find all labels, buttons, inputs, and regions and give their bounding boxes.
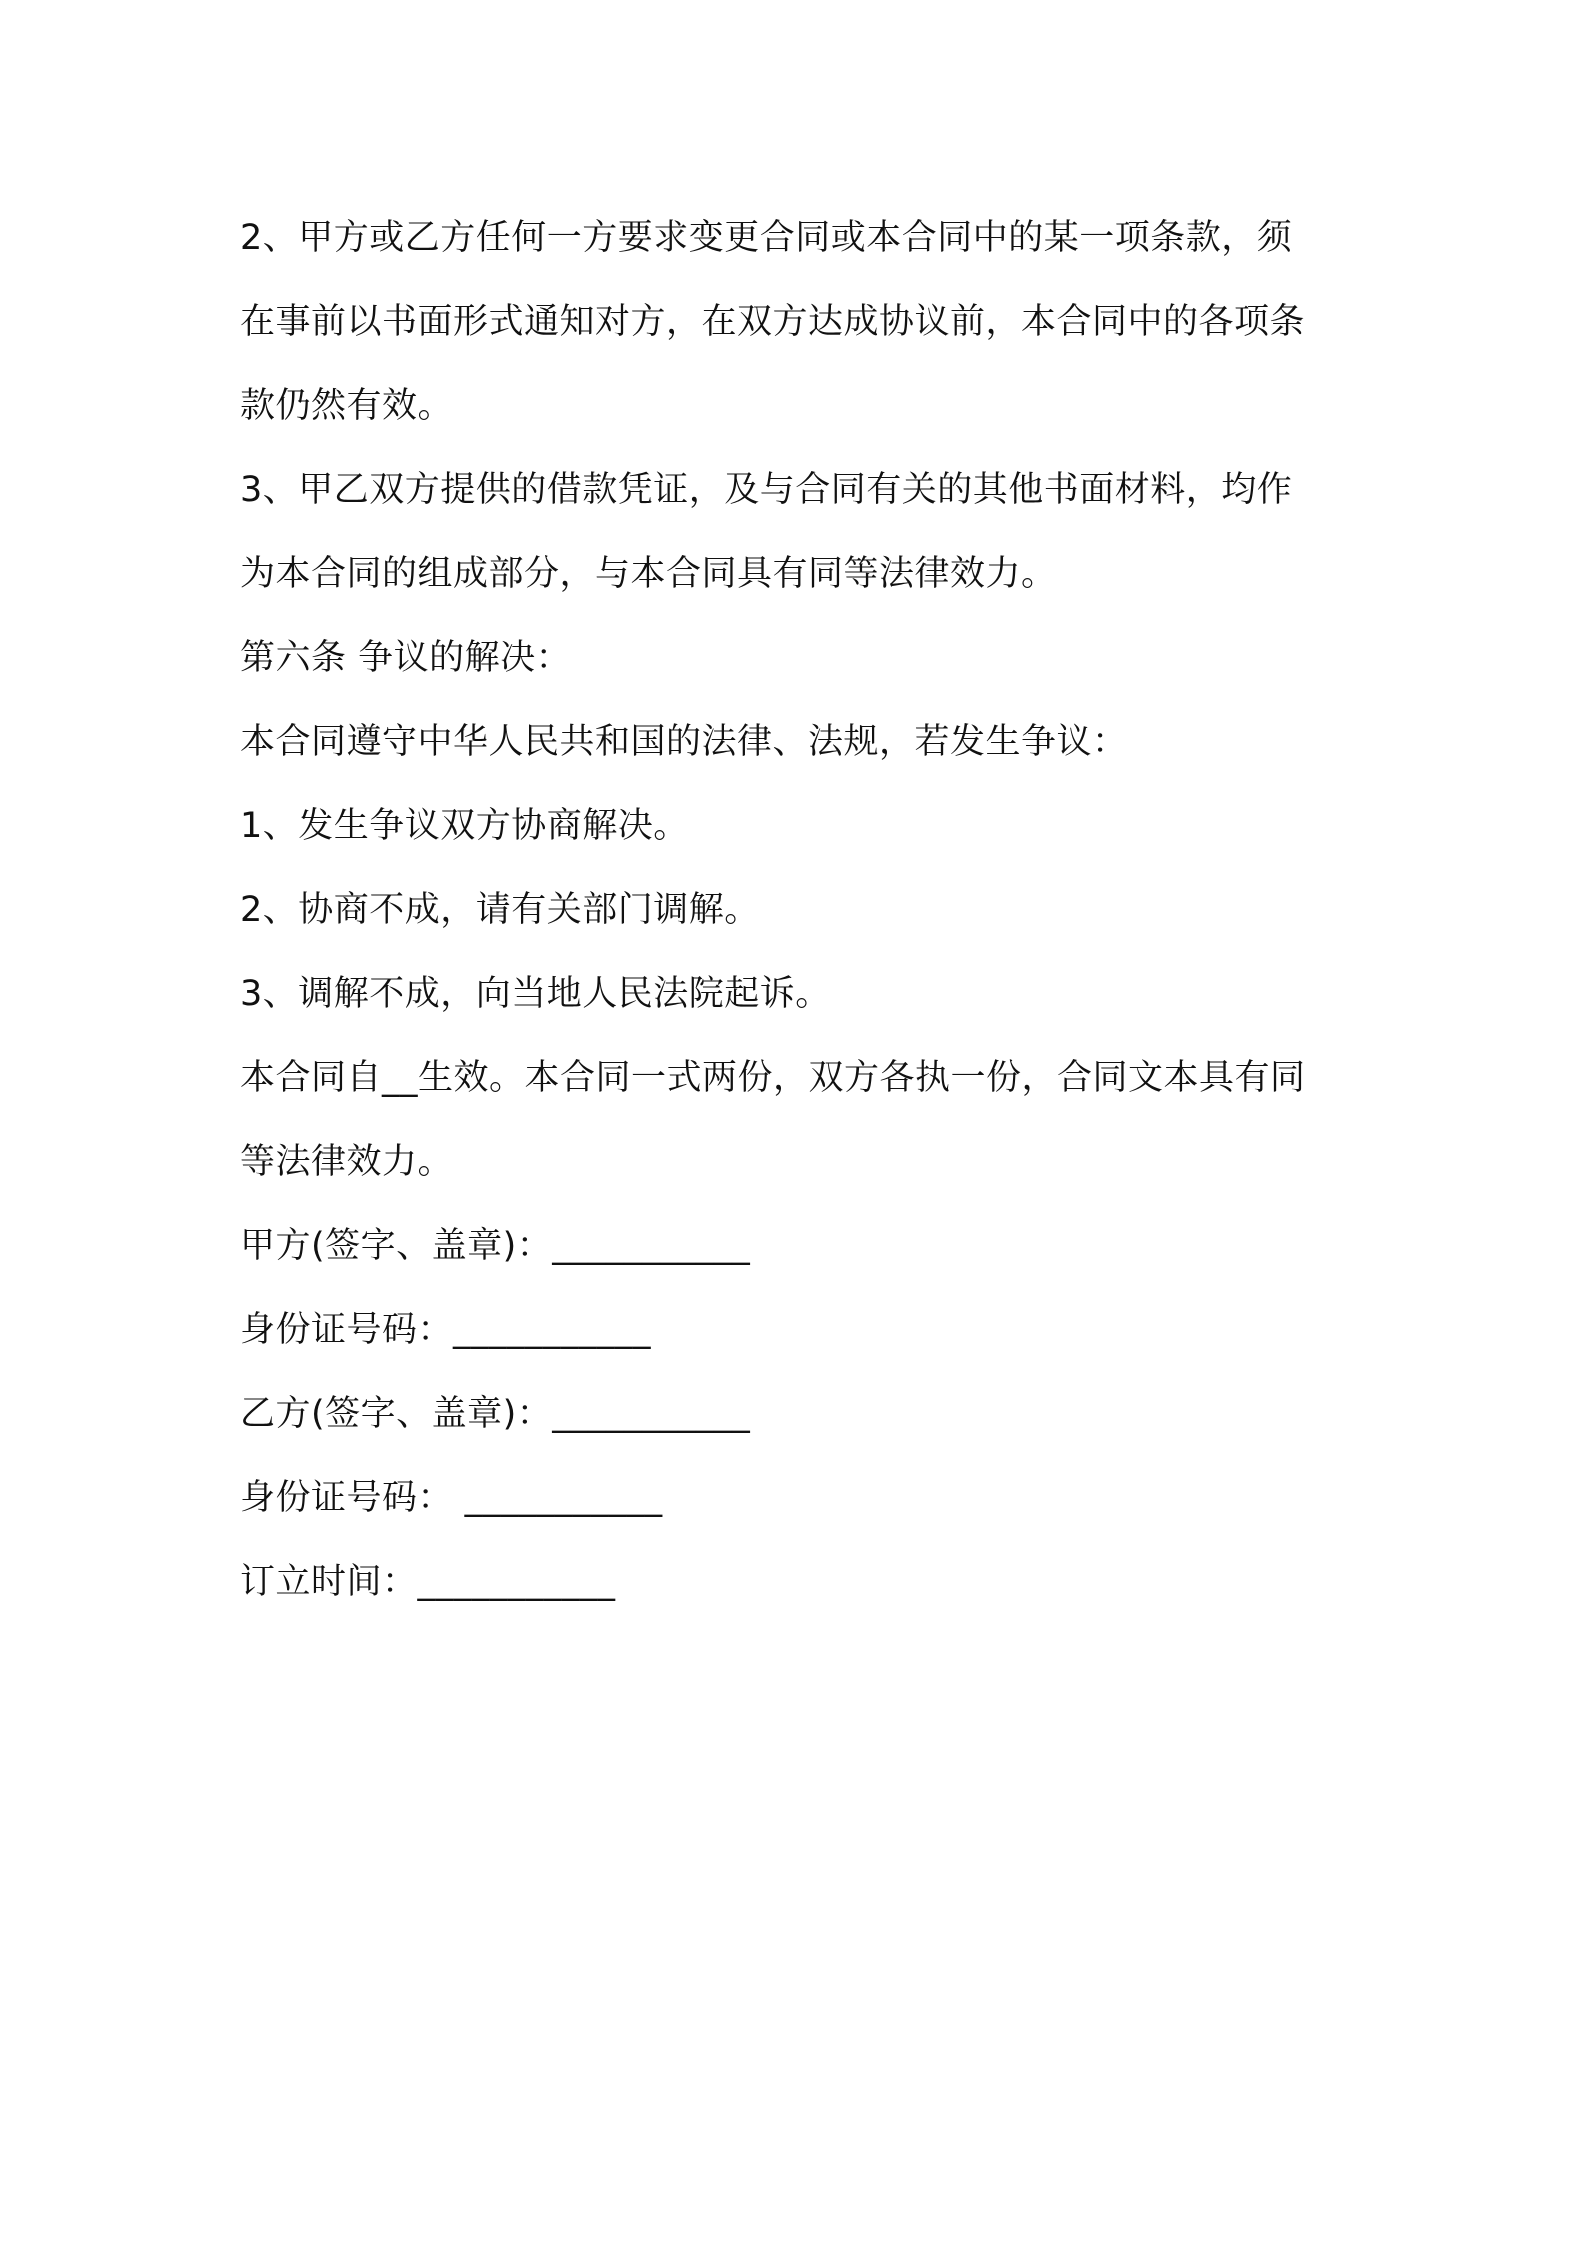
effective-clause-line-2: 等法律效力。	[240, 1142, 454, 1182]
clause-2-line-2: 在事前以书面形式通知对方，在双方达成协议前，本合同中的各项条	[240, 302, 1306, 342]
party-b-id-field: 身份证号码： ___________	[240, 1478, 663, 1518]
dispute-item-2: 2、协商不成，请有关部门调解。	[240, 890, 760, 930]
clause-3-line-2: 为本合同的组成部分，与本合同具有同等法律效力。	[240, 554, 1057, 594]
signing-date-field: 订立时间：___________	[240, 1562, 616, 1602]
party-b-signature-field: 乙方(签字、盖章)：___________	[240, 1394, 751, 1434]
dispute-intro: 本合同遵守中华人民共和国的法律、法规，若发生争议：	[240, 722, 1128, 762]
article-6-heading: 第六条 争议的解决：	[240, 638, 572, 678]
dispute-item-3: 3、调解不成，向当地人民法院起诉。	[240, 974, 831, 1014]
document-body	[240, 196, 1355, 1624]
party-a-id-field: 身份证号码：___________	[240, 1310, 652, 1350]
clause-3-line-1: 3、甲乙双方提供的借款凭证，及与合同有关的其他书面材料，均作	[240, 470, 1293, 510]
party-a-signature-field: 甲方(签字、盖章)：___________	[240, 1226, 751, 1266]
effective-clause-line-1: 本合同自__生效。本合同一式两份，双方各执一份，合同文本具有同	[240, 1058, 1306, 1098]
dispute-item-1: 1、发生争议双方协商解决。	[240, 806, 689, 846]
clause-2-line-1: 2、甲方或乙方任何一方要求变更合同或本合同中的某一项条款，须	[240, 218, 1293, 258]
clause-2-line-3: 款仍然有效。	[240, 386, 454, 426]
